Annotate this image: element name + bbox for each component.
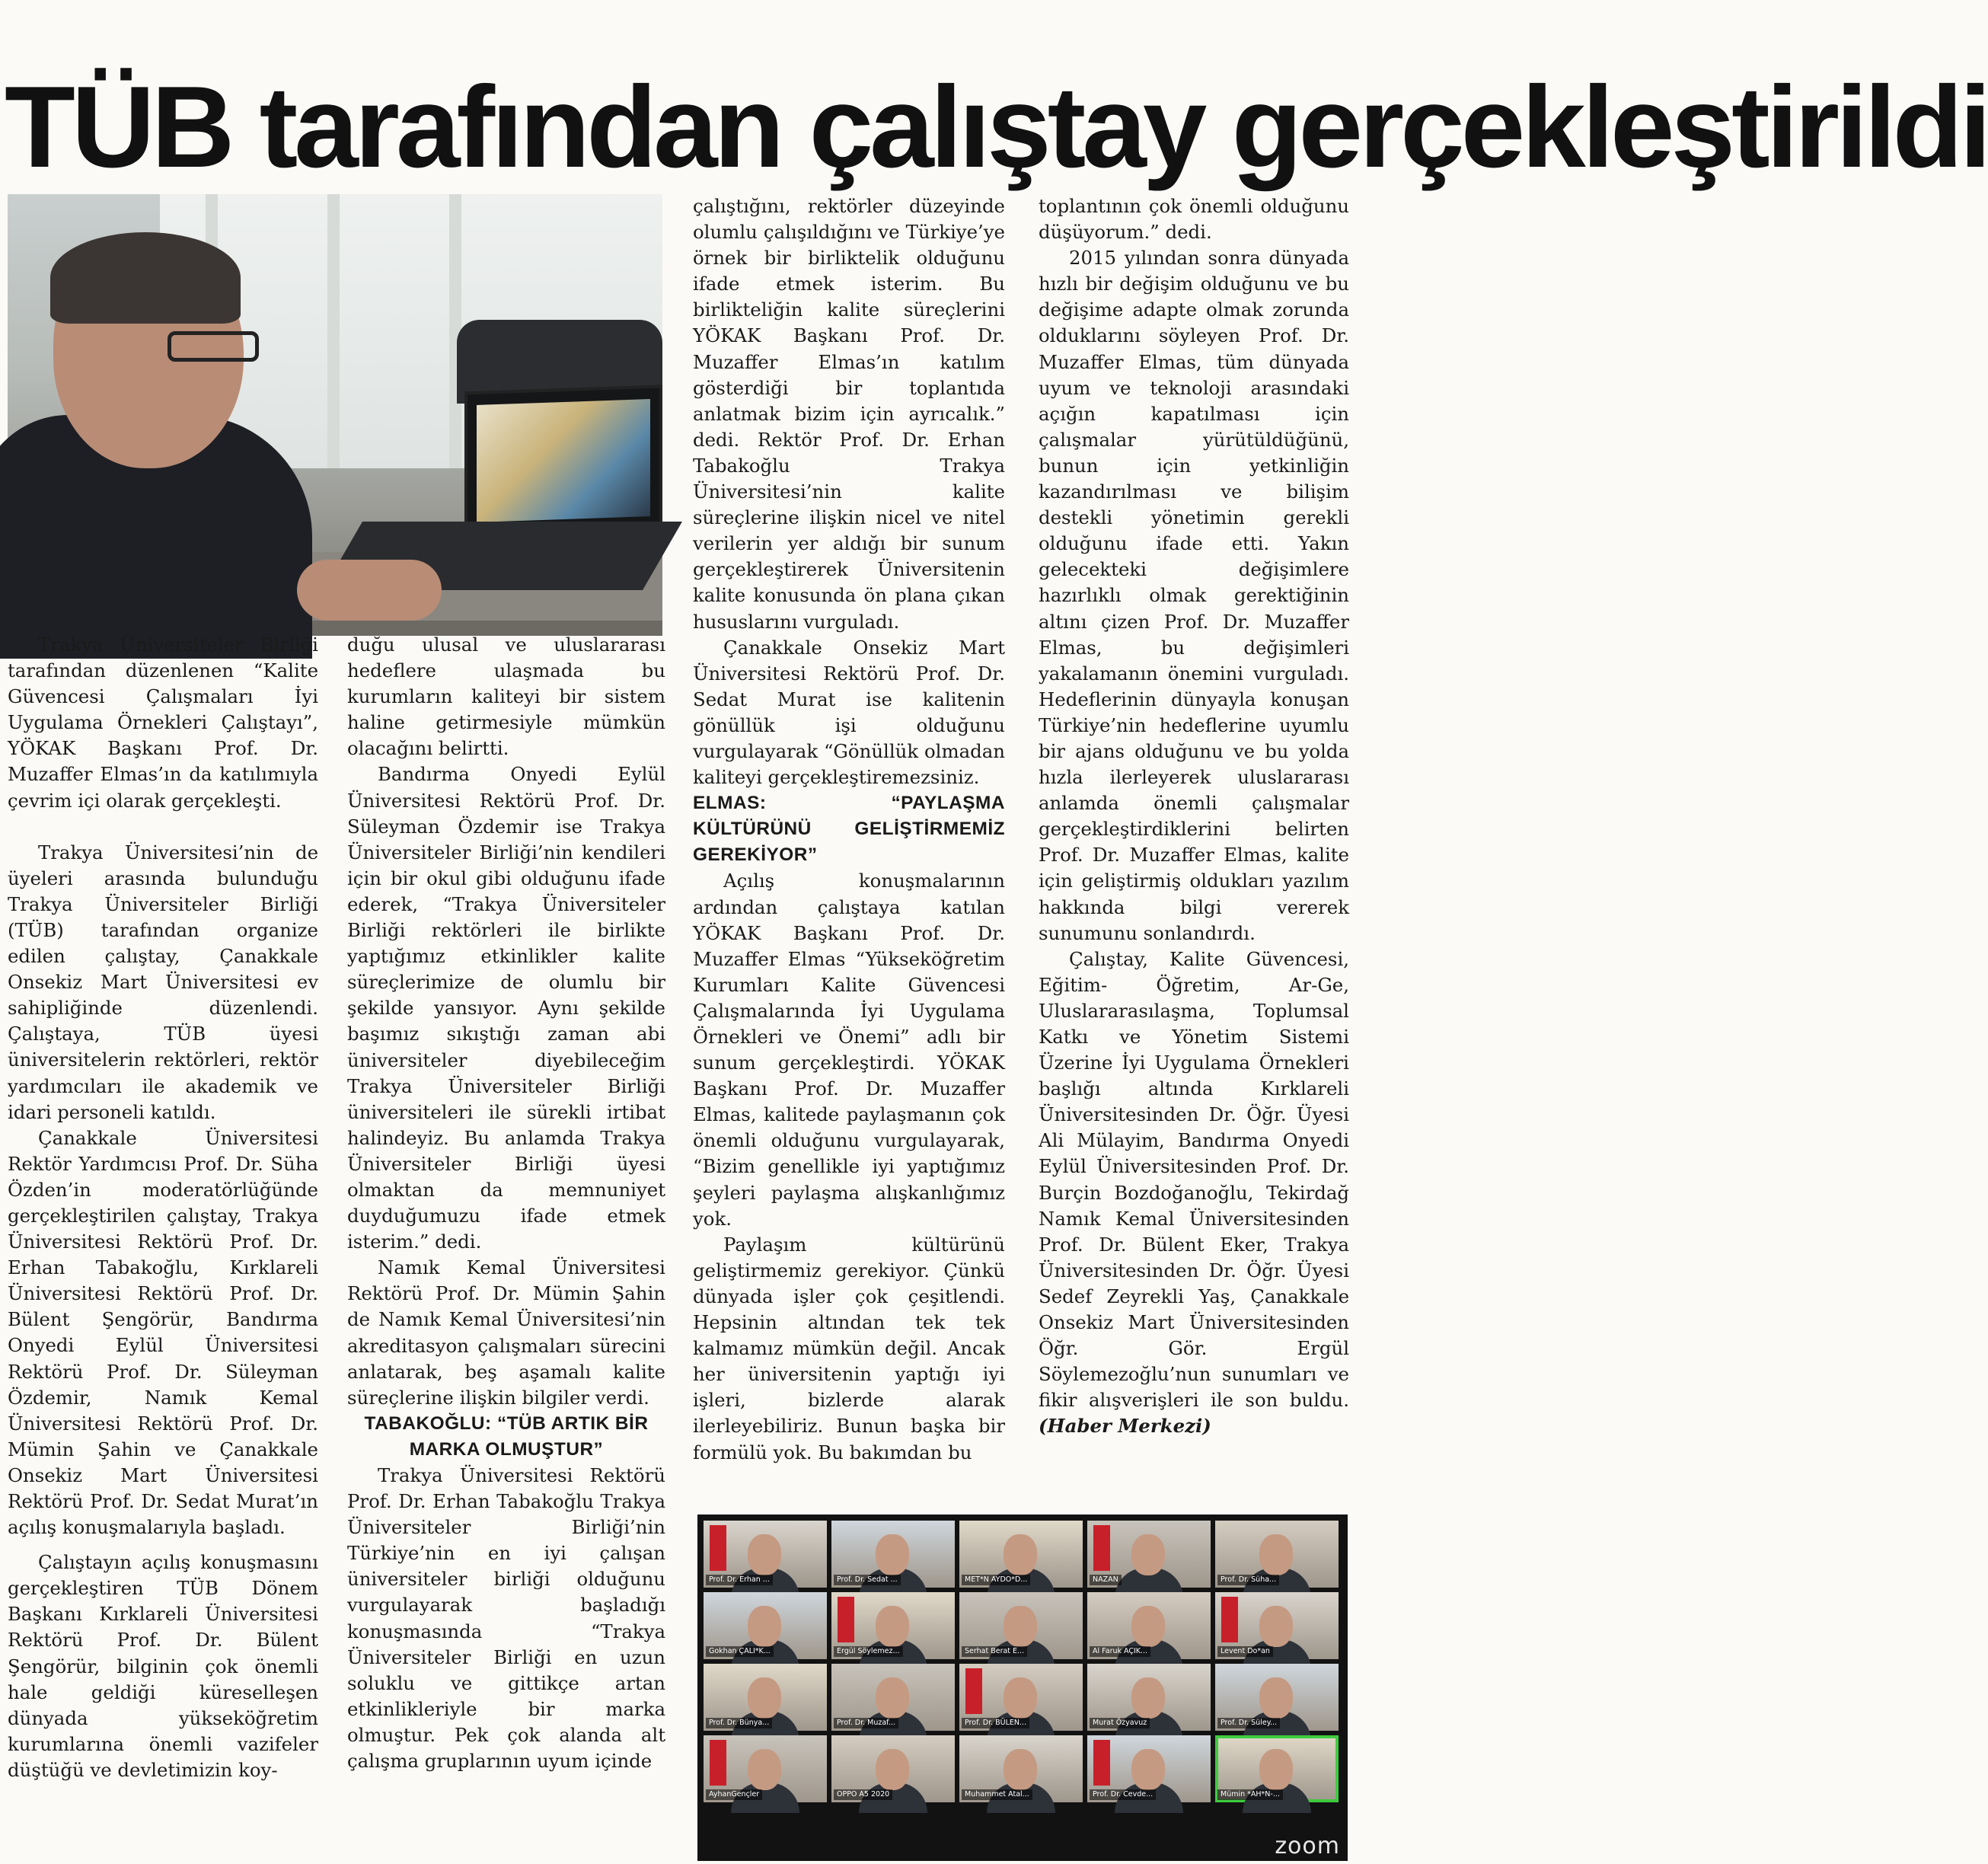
participant-face [1259, 1677, 1293, 1719]
participant-name: Prof. Dr. Süha... [1217, 1575, 1279, 1585]
subheading-elmas: ELMAS: “PAYLAŞMA KÜLTÜRÜNÜ GELİŞTİRMEMİZ GEREKİYOR” [693, 793, 1005, 866]
participant-tile [959, 1521, 1083, 1588]
participant-name: Prof. Dr. Cevde... [1090, 1789, 1156, 1800]
participant-name: Prof. Dr. Muzaf... [834, 1718, 898, 1728]
paragraph: Trakya Üniversitesi’nin de üyeleri arasında bulunduğu Trakya Üniversiteler Birliği (TÜB) tarafından organize edilen çalıştay, Çanakkale Onsekiz Mart Üniversitesi ev sahipliğinde düzenlendi. Çalıştaya, TÜB üyesi üniversitelerin rektörleri, rektör yardımcıları ile akademik ve idari personeli katıldı. [8, 841, 318, 1123]
participant-name: Prof. Dr. Sedat ... [834, 1575, 901, 1585]
participant-name: Muhammet Atal... [962, 1789, 1032, 1800]
participant-name: Mümin *AH*N-... [1217, 1789, 1283, 1800]
participant-tile [959, 1592, 1083, 1659]
participant-name: Al Faruk AÇIK... [1090, 1646, 1150, 1657]
main-photo [8, 194, 662, 630]
participant-face [748, 1677, 781, 1719]
participant-tile [831, 1521, 955, 1588]
paragraph: Çanakkale Onsekiz Mart Üniversitesi Rektörü Prof. Dr. Sedat Murat ise kalitenin gönüllük işi olduğunu vurgulayarak “Gönüllük olmadan kaliteyi gerçekleştiremezsiniz. [693, 636, 1005, 789]
participant-face [1004, 1749, 1037, 1790]
paragraph: Bandırma Onyedi Eylül Üniversitesi Rektörü Prof. Dr. Süleyman Özdemir ise Trakya Üniversiteler Birliği’nin kendileri için bir okul gibi olduğunu ifade ederek, “Trakya Üniversiteler Birliği rektörleri ile birlikte yaptığımız etkinlikler kalite süreçlerimize de olumlu bir şekilde yansıyor. Aynı şekilde başımız sıkıştığı zaman abi üniversiteler diyebileceğim Trakya Üniversiteler Birliği üniversiteleri ile sürekli irtibat halindeyiz. Bu anlamda Trakya Üniversiteler Birliği üyesi olmaktan da memnuniyet duyduğumuzu ifade etmek isterim.” dedi. [347, 763, 665, 1253]
participant-tile [704, 1664, 827, 1731]
flag-icon [1093, 1740, 1110, 1786]
paragraph: çalıştığını, rektörler düzeyinde olumlu çalışıldığını ve Türkiye’ye örnek bir birliktelik olduğunu ifade etmek isterim. Bu birlikteliğin kalite süreçlerini YÖKAK Başkanı Prof. Dr. Muzaffer Elmas’ın katılım gösterdiği bir toplantıda anlatmak bizim için ayrıcalık.” dedi. Rektör Prof. Dr. Erhan Tabakoğlu Trakya Üniversitesi’nin kalite süreçlerine ilişkin nicel ve nitel verilerin yer aldığı bir sunum gerçekleştirerek Üniversitenin kalite konusunda ön plana çıkan hususlarını vurguladı. [693, 195, 1005, 633]
paragraph: Çalıştayın açılış konuşmasını gerçekleştiren TÜB Dönem Başkanı Kırklareli Üniversitesi Rektörü Prof. Dr. Bülent Şengörür, bilginin çok önemli hale geldiği küreselleşen dünyada yükseköğretim kurumlarına önemli vazifeler düştüğü ve devletimizin koy- [8, 1551, 318, 1781]
participant-tile [1087, 1521, 1211, 1588]
paragraph: Trakya Üniversitesi Rektörü Prof. Dr. Erhan Tabakoğlu Trakya Üniversiteler Birliği’nin Türkiye’nin en iyi çalışan üniversiteler birliği olduğunu vurgulayarak başladığı konuşmasında “Trakya Üniversiteler Birliği en uzun soluklu ve gittikçe artan etkinlikleriyle bir marka olmuştur. Pek çok alanda alt çalışma gruplarının uyum içinde [347, 1464, 665, 1773]
flag-icon [1093, 1525, 1110, 1571]
subheading-tabakoglu: TABAKOĞLU: “TÜB ARTIK BİR MARKA OLMUŞTUR” [364, 1412, 649, 1460]
flag-icon [710, 1740, 726, 1786]
flag-icon [965, 1668, 982, 1714]
participant-name: Murat Özyavuz [1090, 1718, 1150, 1728]
participant-name: Gokhan ÇALI*K... [706, 1646, 774, 1657]
participant-face [1131, 1534, 1165, 1575]
participant-tile [1087, 1592, 1211, 1659]
participant-tile [1215, 1521, 1339, 1588]
headline: TÜB tarafından çalıştay gerçekleştirildi [5, 62, 1988, 192]
paragraph: Açılış konuşmalarının ardından çalıştaya katılan YÖKAK Başkanı Prof. Dr. Muzaffer Elmas “Yükseköğretim Kurumları Kalite Güvencesi Çalışmalarında İyi Uygulama Örnekleri ve Önemi” adlı bir sunum gerçekleştirdi. YÖKAK Başkanı Prof. Dr. Muzaffer Elmas, kalitede paylaşmanın çok önemli olduğunu vurgulayarak, “Bizim genellikle iyi yaptığımız şeyleri paylaşma alışkanlığımız yok. [693, 870, 1005, 1230]
lead-paragraph: Trakya Üniversiteler Birliği tarafından düzenlenen “Kalite Güvencesi Çalışmaları İyi Uygulama Örnekleri Çalıştayı”, YÖKAK Başkanı Prof. Dr. Muzaffer Elmas’ın da katılımıyla çevrim içi olarak gerçekleşti. [8, 634, 318, 812]
laptop-screen [464, 385, 662, 536]
participant-face [876, 1749, 909, 1790]
participant-name: Ergül Söylemez... [834, 1646, 903, 1657]
participant-name: MET*N AYDO*D... [962, 1575, 1030, 1585]
participant-tile [1087, 1735, 1211, 1802]
participant-tile [1215, 1735, 1339, 1802]
participant-tile [959, 1664, 1083, 1731]
participant-tile [1215, 1592, 1339, 1659]
participant-face [876, 1677, 909, 1719]
participant-face [1259, 1606, 1293, 1647]
zoom-meeting-photo [697, 1514, 1348, 1861]
participant-name: AyhanGençler [706, 1789, 762, 1800]
participant-tile [831, 1592, 955, 1659]
participant-face [748, 1749, 781, 1790]
participant-tile [1215, 1664, 1339, 1731]
participant-tile [704, 1735, 827, 1802]
paragraph: Çanakkale Üniversitesi Rektör Yardımcısı Prof. Dr. Süha Özden’in moderatörlüğünde gerçekleştirilen çalıştay, Trakya Üniversitesi Rektörü Prof. Dr. Erhan Tabakoğlu, Kırklareli Üniversitesi Rektörü Prof. Dr. Bülent Şengörür, Bandırma Onyedi Eylül Üniversitesi Rektörü Prof. Dr. Süleyman Özdemir, Namık Kemal Üniversitesi Rektörü Prof. Dr. Mümin Şahin ve Çanakkale Onsekiz Mart Üniversitesi Rektörü Prof. Dr. Sedat Murat’ın açılış konuşmalarıyla başladı. [8, 1126, 318, 1539]
participant-tile [831, 1735, 955, 1802]
participant-name: Serhat Berat E... [962, 1646, 1027, 1657]
participant-face [1004, 1606, 1037, 1647]
participant-face [748, 1534, 781, 1575]
paragraph: toplantının çok önemli olduğunu düşüyorum.” dedi. [1039, 195, 1349, 244]
paragraph: 2015 yılından sonra dünyada hızlı bir değişim olduğunu ve bu değişime adapte olmak zorunda olduklarını söyleyen Prof. Dr. Muzaffer Elmas, tüm dünyada uyum ve teknoloji arasındaki açığın kapatılması için çalışmalar yürütüldüğünü, bunun için yetkinliğin kazandırılması ve bilişim destekli yönetimin gerekli olduğunu ifade etti. Yakın gelecekteki değişimlere hazırlıklı olmak gerektiğinin altını çizen Prof. Dr. Muzaffer Elmas, bu değişimleri yakalamanın önemini vurguladı. Hedeflerinin dünyayla konuşan Türkiye’nin hedeflerine uyumlu bir ajans olduğunu ve bu yolda hızla ilerleyerek uluslararası anlamda önemli çalışmalar gerçekleştirdiklerini belirten Prof. Dr. Muzaffer Elmas, kalite için geliştirmiş oldukları yazılım hakkında bilgi vererek sunumunu sonlandırdı. [1039, 247, 1349, 944]
participant-tile [704, 1521, 827, 1588]
article-column-4 [1039, 193, 1349, 1440]
paragraph: Namık Kemal Üniversitesi Rektörü Prof. Dr. Mümin Şahin de Namık Kemal Üniversitesi’nin akreditasyon çalışmaları sürecini anlatarak, beş aşamalı kalite süreçlerine ilişkin bilgiler verdi. [347, 1256, 665, 1409]
participant-face [748, 1606, 781, 1647]
participant-name: Levent Do*an [1217, 1646, 1273, 1657]
participant-tile [704, 1592, 827, 1659]
participant-face [876, 1534, 909, 1575]
article-column-1 [8, 632, 318, 1783]
participant-name: NAZAN [1090, 1575, 1122, 1585]
participant-name: Prof. Dr. Bünya... [706, 1718, 772, 1728]
glasses [168, 331, 259, 362]
participant-tile [1087, 1664, 1211, 1731]
zoom-logo: zoom [1275, 1833, 1340, 1859]
article-column-2 [347, 632, 665, 1774]
participant-name: Prof. Dr. Erhan ... [706, 1575, 773, 1585]
participant-face [876, 1606, 909, 1647]
participant-face [1131, 1749, 1165, 1790]
paragraph: Paylaşım kültürünü geliştirmemiz gerekiyor. Çünkü dünyada işler çok çeşitlendi. Hepsinin altından tek tek kalmamız mümkün değil. Ancak her üniversitenin yaptığı iyi işleri, bizlerde alarak ilerleyebiliriz. Bunun başka bir formülü yok. Bu bakımdan bu [693, 1233, 1005, 1463]
participant-name: Prof. Dr. Süley... [1217, 1718, 1280, 1728]
participant-face [1004, 1534, 1037, 1575]
participant-face [1131, 1677, 1165, 1719]
flag-icon [838, 1597, 854, 1642]
article-column-3 [693, 193, 1005, 1466]
participant-tile [959, 1735, 1083, 1802]
participant-face [1259, 1749, 1293, 1790]
participant-name: Prof. Dr. BÜLEN... [962, 1718, 1029, 1728]
paragraph: Çalıştay, Kalite Güvencesi, Eğitim- Öğretim, Ar-Ge, Uluslararasılaşma, Toplumsal Katkı ve Yönetim Sistemi Üzerine İyi Uygulama Örnekleri başlığı altında Kırklareli Üniversitesinden Dr. Öğr. Üyesi Ali Mülayim, Bandırma Onyedi Eylül Üniversitesinden Prof. Dr. Burçin Bozdoğanoğlu, Tekirdağ Namık Kemal Üniversitesinden Prof. Dr. Bülent Eker, Trakya Üniversitesinden Dr. Öğr. Üyesi Sedef Zeyrekli Yaş, Çanakkale Onsekiz Mart Üniversitesinden Öğr. Gör. Ergül Söylemezoğlu’nun sunumları ve fikir alışverişleri ile son buldu. (Haber Merkezi) [1039, 947, 1349, 1438]
participant-tile [831, 1664, 955, 1731]
participant-face [1004, 1677, 1037, 1719]
flag-icon [710, 1525, 726, 1571]
flag-icon [1221, 1597, 1238, 1642]
byline: (Haber Merkezi) [1039, 1415, 1211, 1438]
participant-name: OPPO A5 2020 [834, 1789, 892, 1800]
participant-face [1131, 1606, 1165, 1647]
paragraph: duğu ulusal ve uluslararası hedeflere ulaşmada bu kurumların kaliteyi bir sistem haline getirmesiyle mümkün olacağını belirtti. [347, 634, 665, 760]
hand [297, 560, 442, 621]
participant-face [1259, 1534, 1293, 1575]
